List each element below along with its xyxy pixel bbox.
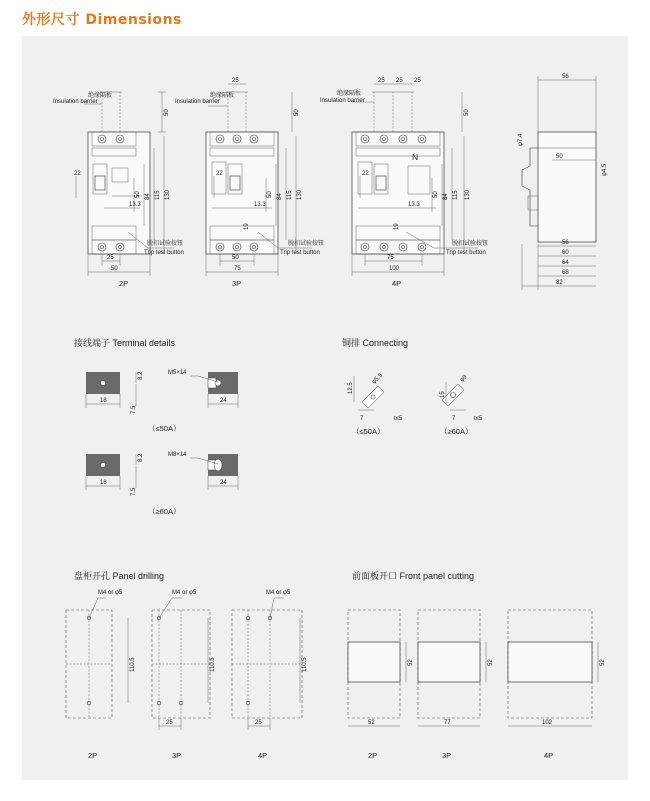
dim-bottom-b: 50 (111, 266, 118, 272)
terminal-detail-small (86, 370, 238, 433)
cut-height: 52 (408, 659, 414, 666)
dim-hole-right: φ4.5 (602, 163, 608, 176)
terminal-w2: 24 (220, 480, 227, 486)
dim-inner-a: 19 (394, 223, 400, 230)
cut-caption-4p: 4P (544, 751, 554, 760)
connect-t: t≤5 (394, 416, 403, 422)
panel-drilling-4p (232, 590, 308, 760)
terminal-w2: 24 (220, 398, 227, 404)
dim-pitch-a: 25 (378, 78, 385, 84)
cut-width: 102 (542, 720, 553, 726)
dim-top: 50 (464, 109, 470, 116)
caption-4p: 4P (392, 279, 402, 288)
cut-height: 52 (488, 659, 494, 666)
cut-caption-2p: 2P (368, 751, 378, 760)
drill-height: 110.5 (210, 657, 216, 672)
side-view-drawing (518, 74, 608, 290)
dim-pitch-b: 25 (396, 78, 403, 84)
connecting-caption-large: （≥60A） (440, 427, 473, 436)
panel-drilling-2p (66, 590, 136, 760)
connecting-detail-large (440, 374, 483, 436)
dim-side-c: 115 (155, 190, 161, 200)
front-panel-3p (418, 610, 494, 760)
connect-w: 7 (360, 416, 364, 422)
drill-height: 110.5 (130, 657, 136, 672)
dim-d3: 64 (562, 260, 569, 266)
drill-hole: M4 or φ5 (172, 590, 197, 596)
dim-bottom-a: 75 (387, 255, 394, 261)
dim-inner-b: 13.3 (254, 202, 266, 208)
drill-height: 110.5 (302, 657, 308, 672)
breaker-4p-drawing (320, 78, 488, 288)
dim-top: 50 (164, 109, 170, 116)
dim-d4: 68 (562, 270, 569, 276)
dim-d2: 60 (562, 250, 569, 256)
panel-drilling-heading: 盘柜开孔 Panel drilling (74, 571, 165, 581)
dim-inner: 13.3 (129, 202, 141, 208)
cut-width: 77 (444, 720, 451, 726)
dim-side-a: 50 (135, 191, 141, 198)
barrier-label-cn: 绝缘隔板 (88, 93, 113, 99)
dim-left: 22 (216, 171, 223, 177)
terminal-d2: 7.5 (131, 405, 137, 414)
dim-left: 22 (74, 171, 81, 177)
front-panel-4p (508, 610, 606, 760)
dim-hole-top: φ7.4 (518, 133, 524, 146)
trip-label-en: Trip test button (144, 250, 184, 256)
dim-side-c: 115 (453, 190, 459, 200)
front-panel-2p (348, 610, 414, 760)
terminal-d2: 7.5 (131, 487, 137, 496)
dim-bottom-b: 75 (234, 266, 241, 272)
dim-side-d: 130 (165, 189, 171, 200)
caption-2p: 2P (119, 279, 129, 288)
barrier-label-cn: 绝缘隔板 (210, 93, 235, 99)
barrier-label-en: Insulation barrier (320, 98, 365, 104)
front-panel-heading: 前面板开口 Front panel cutting (352, 571, 475, 581)
drill-caption-2p: 2P (88, 751, 98, 760)
caption-3p: 3P (232, 279, 242, 288)
dim-d1: 56 (562, 240, 569, 246)
dim-side-b: 84 (277, 193, 283, 200)
connecting-caption-small: （≤50A） (352, 427, 385, 436)
drill-spacing: 25 (166, 720, 173, 726)
connect-t: t≤5 (474, 416, 483, 422)
dim-side-a: 50 (267, 191, 273, 198)
dim-side-d: 130 (465, 189, 471, 200)
dim-side-c: 115 (287, 190, 293, 200)
trip-label-cn: 脱扣试验按钮 (452, 241, 489, 247)
dim-bottom-a: 25 (107, 255, 114, 261)
barrier-label-en: Insulation barrier (175, 99, 220, 105)
dim-side-d: 130 (297, 189, 303, 200)
terminal-d1: 8.2 (138, 453, 144, 462)
terminal-heading: 接线端子 Terminal details (74, 338, 176, 348)
connect-h: 15 (440, 391, 446, 398)
drawing-panel (22, 36, 628, 780)
connect-w: 7 (452, 416, 456, 422)
dim-pitch: 25 (232, 78, 239, 84)
terminal-caption-large: （≥60A） (148, 507, 181, 516)
terminal-bolt: M8×14 (168, 452, 187, 458)
cut-height: 52 (600, 659, 606, 666)
trip-label-en: Trip test button (280, 250, 320, 256)
terminal-detail-large (86, 452, 238, 516)
dim-bottom-a: 50 (232, 255, 239, 261)
connect-hole: φ9 (459, 374, 469, 384)
cut-width: 52 (368, 720, 375, 726)
connecting-detail-small (348, 372, 403, 436)
dim-inner-b: 13.3 (408, 202, 420, 208)
connect-h: 12.5 (348, 382, 354, 394)
dim-side-inner: 50 (556, 154, 563, 160)
trip-label-cn: 脱扣试验按钮 (288, 241, 325, 247)
page-title: 外形尺寸 Dimensions (22, 12, 182, 28)
dim-pitch-c: 25 (414, 78, 421, 84)
dim-side-b: 84 (145, 193, 151, 200)
connecting-heading: 铜排 Connecting (342, 338, 409, 348)
dim-side-a: 50 (433, 191, 439, 198)
dim-bottom-b: 100 (389, 266, 400, 272)
dim-side-b: 84 (443, 193, 449, 200)
drill-spacing: 25 (255, 720, 262, 726)
barrier-label-en: Insulation barrier (53, 99, 98, 105)
panel-drilling-3p (152, 590, 216, 760)
dim-side-top: 56 (562, 74, 569, 80)
connect-hole: φ5.5 (371, 372, 385, 386)
dim-left: 22 (362, 171, 369, 177)
breaker-2p-drawing (53, 91, 184, 288)
trip-label-en: Trip test button (446, 250, 486, 256)
barrier-label-cn: 绝缘隔板 (337, 91, 362, 97)
terminal-w: 18 (100, 398, 107, 404)
breaker-3p-drawing (175, 78, 324, 288)
cut-caption-3p: 3P (442, 751, 452, 760)
dim-inner-a: 19 (244, 223, 250, 230)
dim-top: 50 (294, 109, 300, 116)
terminal-w: 18 (100, 480, 107, 486)
terminal-caption-small: （≤50A） (148, 424, 181, 433)
dim-d5: 82 (556, 280, 563, 286)
terminal-d1: 8.2 (138, 371, 144, 380)
dimension-drawings (22, 36, 628, 780)
neutral-label: N (412, 152, 419, 162)
trip-label-cn: 脱扣试验按钮 (147, 241, 184, 247)
terminal-bolt: M5×14 (168, 370, 187, 376)
drill-hole: M4 or φ5 (266, 590, 291, 596)
drill-caption-3p: 3P (172, 751, 182, 760)
drill-hole: M4 or φ5 (98, 590, 123, 596)
drill-caption-4p: 4P (258, 751, 268, 760)
